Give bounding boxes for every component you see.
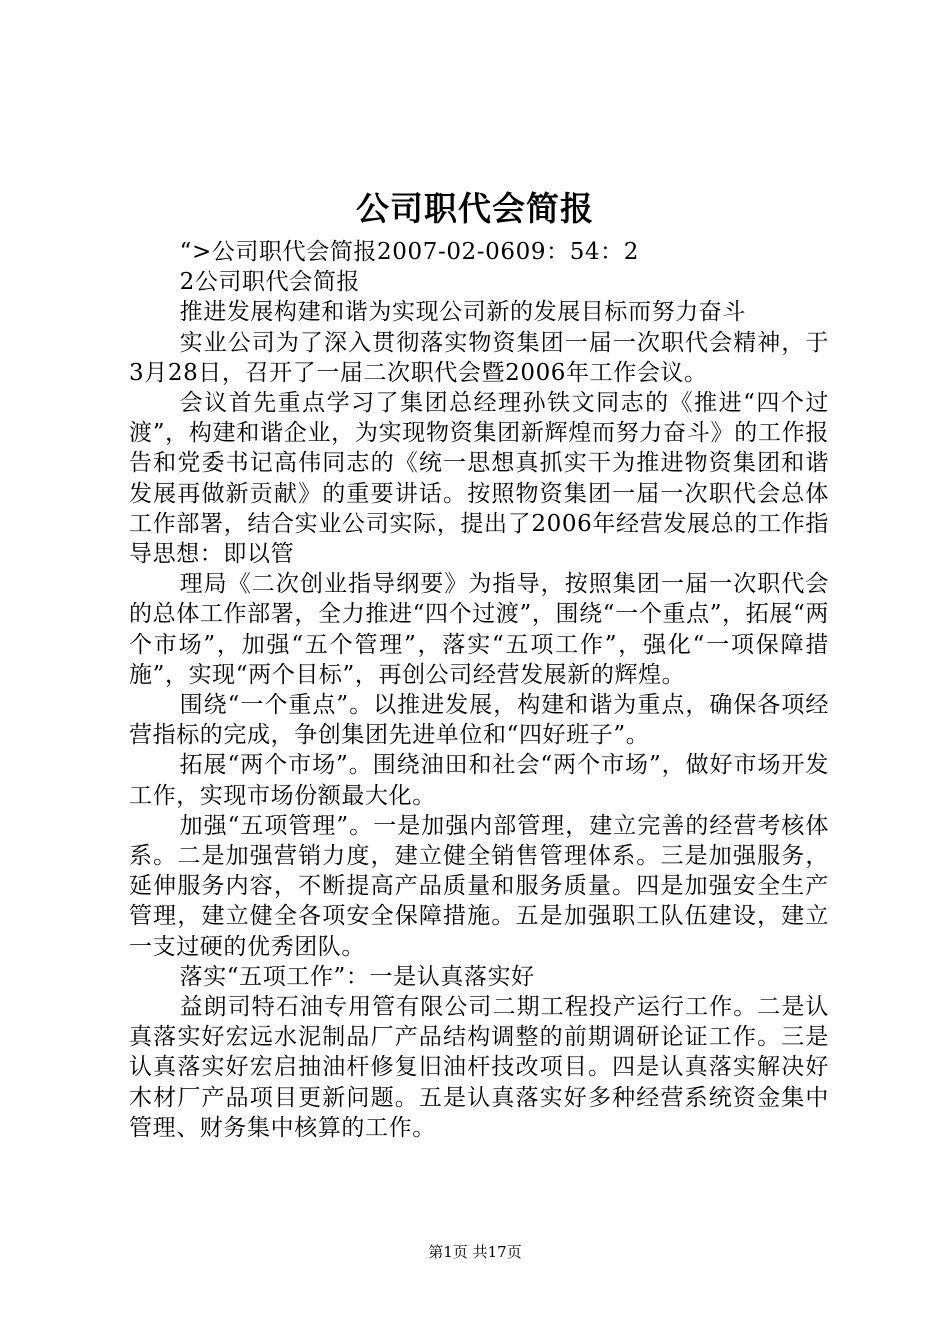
paragraph: 加强“五项管理”。一是加强内部管理，建立完善的经营考核体系。二是加强营销力度，建立健全销售管理体系。三是加强服务，延伸服务内容，不断提高产品质量和服务质量。四是加强安全生产管理，建立健全各项安全保障措施。五是加强职工队伍建设，建立一支过硬的优秀团队。 [129, 812, 829, 960]
paragraph-theme: 推进发展构建和谐为实现公司新的发展目标而努力奋斗 [179, 299, 746, 326]
page-number-footer: 第1页 共17页 [428, 1243, 522, 1261]
paragraph: 实业公司为了深入贯彻落实物资集团一届一次职代会精神，于3月28日，召开了一届二次职代会暨2006年工作会议。 [129, 329, 829, 386]
paragraph: 理局《二次创业指导纲要》为指导，按照集团一届一次职代会的总体工作部署，全力推进“四个过渡”，围绕“一个重点”，拓展“两个市场”，加强“五个管理”，落实“五项工作”，强化“一项保障措施”，实现“两个目标”，再创公司经营发展新的辉煌。 [129, 571, 829, 688]
paragraph: 益朗司特石油专用管有限公司二期工程投产运行工作。二是认真落实好宏远水泥制品厂产品结构调整的前期调研论证工作。三是认真落实好宏启抽油杆修复旧油杆技改项目。四是认真落实解决好木材厂产品项目更新问题。五是认真落实好多种经营系统资金集中管理、财务集中核算的工作。 [129, 994, 829, 1141]
paragraph-header-line: “>公司职代会简报2007-02-0609：54：2 [179, 239, 639, 265]
paragraph: 落实“五项工作”：一是认真落实好 [179, 963, 535, 990]
document-body [129, 237, 829, 1143]
paragraph-subtitle: 2公司职代会简报 [179, 269, 361, 296]
paragraph: 会议首先重点学习了集团总经理孙铁文同志的《推进“四个过渡”，构建和谐企业，为实现物资集团新辉煌而努力奋斗》的工作报告和党委书记高伟同志的《统一思想真抓实干为推进物资集团和谐发展再做新贡献》的重要讲话。按照物资集团一届一次职代会总体工作部署，结合实业公司实际，提出了2006年经营发展总的工作指导思想：即以管 [129, 390, 829, 568]
paragraph: 围绕“一个重点”。以推进发展，构建和谐为重点，确保各项经营指标的完成，争创集团先进单位和“四好班子”。 [129, 692, 829, 749]
paragraph: 拓展“两个市场”。围绕油田和社会“两个市场”，做好市场开发工作，实现市场份额最大化。 [129, 752, 829, 809]
document-title: 公司职代会简报 [356, 189, 594, 228]
